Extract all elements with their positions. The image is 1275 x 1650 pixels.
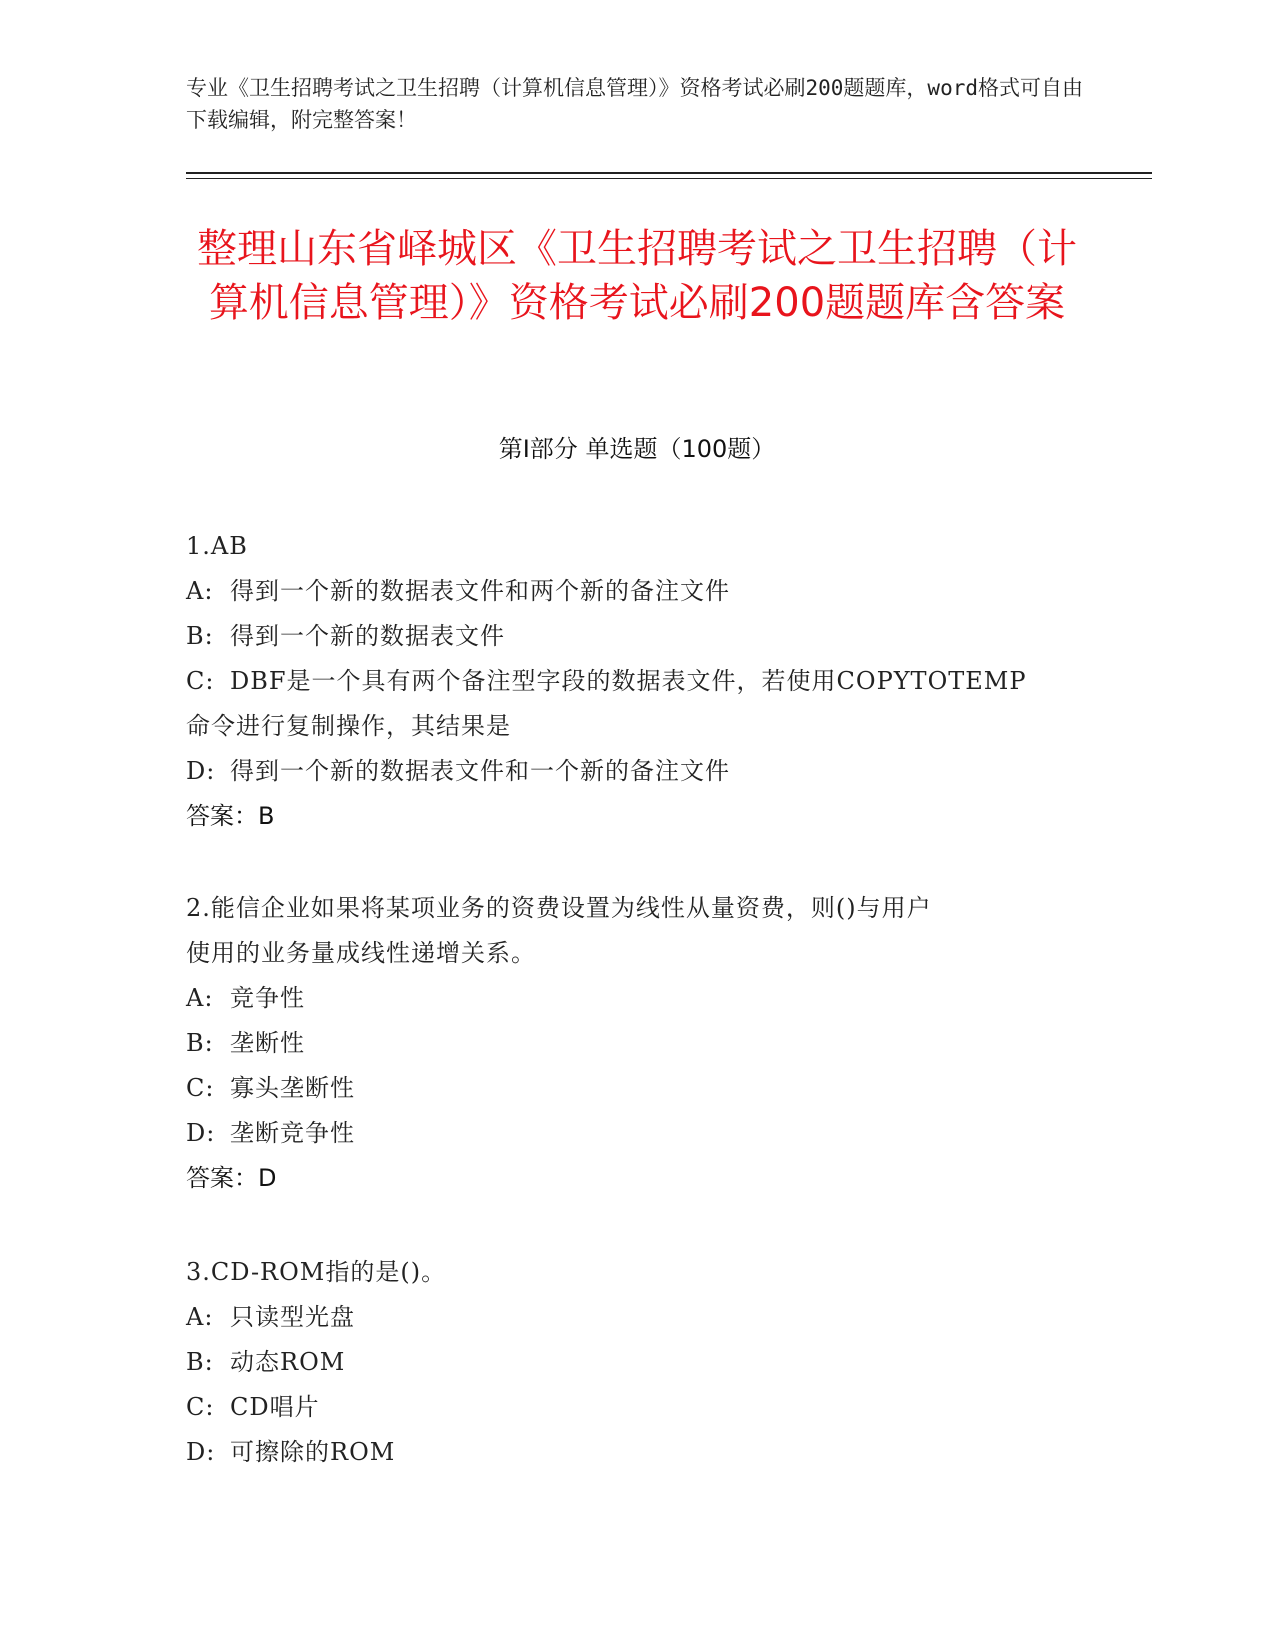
header-rule-thin [186,178,1152,179]
option-label: D: [186,1119,216,1147]
option-text: 得到一个新的数据表文件和一个新的备注文件 [230,757,730,785]
option-text: 垄断性 [230,1029,305,1057]
option-label: D: [186,757,216,785]
question-2 [186,886,1086,1201]
header-note: 专业《卫生招聘考试之卫生招聘（计算机信息管理）》资格考试必刷200题题库，word格式可自由下载编辑，附完整答案！ [186,76,1083,132]
option-text: 垄断竞争性 [230,1119,355,1147]
option-d [186,1430,1086,1475]
question-stem: 2.能信企业如果将某项业务的资费设置为线性从量资费，则()与用户 [186,894,932,922]
section-title: 第I部分 单选题（100题） [498,435,776,463]
option-b [186,1340,1086,1385]
option-c [186,1385,1086,1430]
option-label: A: [186,577,214,605]
option-label: A: [186,1303,214,1331]
option-text: 竞争性 [230,984,305,1012]
option-c [186,659,1086,704]
option-text: DBF是一个具有两个备注型字段的数据表文件，若使用COPYTOTEMP [230,667,1027,695]
option-a [186,569,1086,614]
question-stem: 1.AB [186,532,248,560]
option-text: 得到一个新的数据表文件和两个新的备注文件 [230,577,730,605]
option-c [186,1066,1086,1111]
option-text: 动态ROM [230,1348,346,1376]
option-c-continued: 命令进行复制操作，其结果是 [186,712,511,740]
option-label: C: [186,667,215,695]
option-text: 得到一个新的数据表文件 [230,622,505,650]
question-stem: 3.CD-ROM指的是()。 [186,1258,447,1286]
option-d [186,749,1086,794]
question-1 [186,524,1086,839]
option-text: CD唱片 [230,1393,320,1421]
question-3 [186,1250,1086,1475]
document-title: 整理山东省峄城区《卫生招聘考试之卫生招聘（计算机信息管理）》资格考试必刷200题题库含答案 [197,226,1077,326]
option-b [186,614,1086,659]
option-label: B: [186,1348,214,1376]
option-label: C: [186,1393,215,1421]
option-text: 只读型光盘 [230,1303,355,1331]
question-stem-continued: 使用的业务量成线性递增关系。 [186,939,536,967]
option-a [186,976,1086,1021]
option-text: 可擦除的ROM [230,1438,396,1466]
header-rule-thick [186,172,1152,174]
option-label: B: [186,1029,214,1057]
option-d [186,1111,1086,1156]
answer: 答案：D [186,1164,277,1192]
option-label: A: [186,984,214,1012]
answer: 答案：B [186,802,275,830]
option-label: B: [186,622,214,650]
option-label: C: [186,1074,215,1102]
option-b [186,1021,1086,1066]
option-a [186,1295,1086,1340]
option-label: D: [186,1438,216,1466]
option-text: 寡头垄断性 [230,1074,355,1102]
